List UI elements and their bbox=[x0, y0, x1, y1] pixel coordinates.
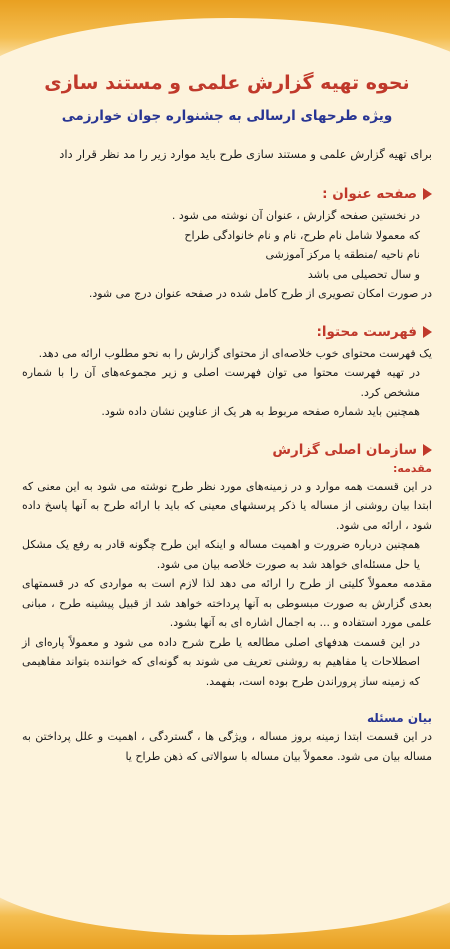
paragraph-line: در تهیه فهرست محتوا می توان فهرست اصلی و زیر مجموعه‌های آن را با شماره مشخص کرد. bbox=[22, 366, 420, 399]
paragraph-line: که معمولا شامل نام طرح، نام و نام خانوادگی طراح bbox=[184, 228, 420, 242]
section-main-report bbox=[22, 442, 432, 692]
paragraph-line: در این قسمت ابتدا زمینه بروز مساله ، ویژگی ها ، گستردگی ، اهمیت و علل پرداختن به مساله بیان می شود. معمولاً بیان مساله با سوالاتی که ذهن طراح یا bbox=[22, 730, 432, 763]
paragraph-line: یک فهرست محتوای خوب خلاصه‌ای از محتوای گزارش را به نحو مطلوب ارائه می دهد. bbox=[38, 346, 432, 360]
paragraph-line: در این قسمت همه موارد و در زمینه‌های مورد نظر طرح نوشته می شود به این معنی که ابتدا بیان روشنی از مساله یا ذکر پرسشهای معینی که باید با ارائه طرح به آنها پاسخ داده شود ، ارائه می شود. bbox=[22, 479, 432, 532]
paragraph-line: مقدمه معمولاً کلیتی از طرح را ارائه می دهد لذا لازم است به مواردی که در قسمتهای بعدی گزارش به صورت مبسوطی به آنها پرداخته خواهد شد از قبیل پیشینه طرح ، مبانی علمی مورد استفاده و ... به اجمال اشاره ای به آنها بشود. bbox=[22, 577, 432, 629]
paragraph-line: در این قسمت هدفهای اصلی مطالعه یا طرح شرح داده می شود و معمولاً پاره‌ای از اصطلاحات یا مفاهیم به روشنی تعریف می شوند به گونه‌ای که خواننده بتواند مفاهیمی که زمینه ساز پروراندن طرح بوده است، بفهمد. bbox=[22, 635, 420, 688]
paragraph-line: همچنین درباره ضرورت و اهمیت مساله و اینکه این طرح چگونه قادر به رفع یک مشکل یا حل مسئله‌ای خواهد شد به صورت خلاصه بیان می شود. bbox=[22, 538, 420, 571]
subsection-title: مقدمه: bbox=[393, 461, 432, 475]
paragraph-line: در نخستین صفحه گزارش ، عنوان آن نوشته می شود . bbox=[171, 209, 420, 222]
paragraph-line: نام ناحیه /منطقه یا مرکز آموزشی bbox=[265, 248, 420, 261]
section-title: فهرست محتوا: bbox=[316, 323, 417, 340]
paragraph-line: و سال تحصیلی می باشد bbox=[307, 267, 420, 281]
section-title-page bbox=[22, 186, 432, 304]
intro-paragraph: برای تهیه گزارش علمی و مستند سازی طرح باید موارد زیر را مد نظر قرار داد bbox=[59, 147, 432, 161]
paragraph-line: همچنین باید شماره صفحه مربوط به هر یک از عناوین نشان داده شود. bbox=[101, 405, 420, 418]
section-heading bbox=[22, 186, 432, 202]
section-title: صفحه عنوان : bbox=[322, 186, 417, 202]
arrow-bullet-icon bbox=[423, 188, 432, 200]
section-title: سازمان اصلی گزارش bbox=[272, 441, 417, 458]
document-page bbox=[22, 72, 432, 786]
arrow-bullet-icon bbox=[423, 444, 432, 456]
section-problem-statement bbox=[22, 711, 432, 766]
section-heading bbox=[22, 442, 432, 458]
section-table-of-contents bbox=[22, 324, 432, 422]
page-title: نحوه تهیه گزارش علمی و مستند سازی bbox=[44, 72, 410, 94]
arrow-bullet-icon bbox=[423, 326, 432, 338]
section-heading bbox=[22, 324, 432, 340]
paragraph-line: در صورت امکان تصویری از طرح کامل شده در صفحه عنوان درج می شود. bbox=[88, 287, 432, 300]
page-subtitle: ویژه طرحهای ارسالی به جشنواره جوان خوارزمی bbox=[61, 108, 393, 124]
subsection-title: بیان مسئله bbox=[366, 711, 432, 725]
